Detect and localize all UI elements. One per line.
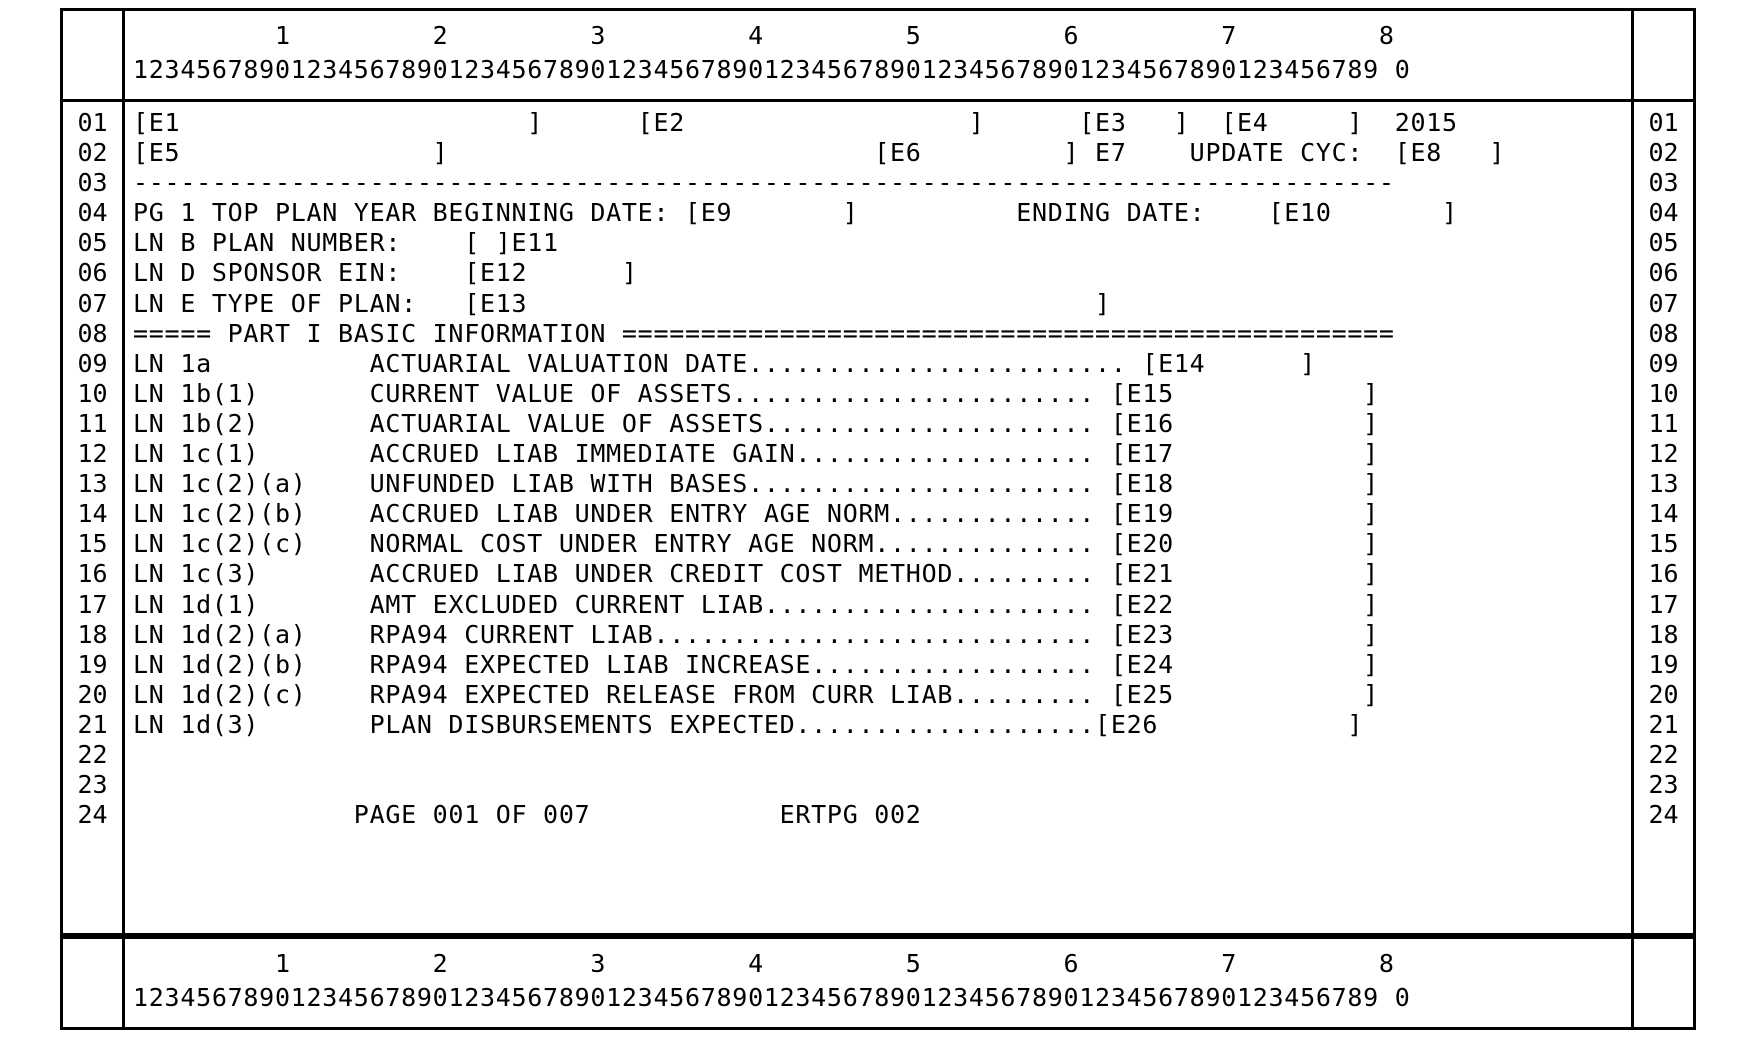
screen-line[interactable]: LN B PLAN NUMBER: [ ]E11 [133, 228, 559, 258]
line-number: 07 [77, 288, 108, 318]
line-number: 24 [1648, 800, 1679, 830]
screen-line[interactable]: LN 1b(2) ACTUARIAL VALUE OF ASSETS..................... [E16 ] [133, 408, 1379, 438]
line-number: 09 [1648, 348, 1679, 378]
line-number: 06 [77, 258, 108, 288]
line-number: 19 [77, 649, 108, 679]
line-number: 10 [1648, 378, 1679, 408]
line-number: 20 [77, 679, 108, 709]
line-number: 22 [77, 739, 108, 769]
bottom-ruler-right-gutter [1631, 939, 1693, 1027]
line-number: 18 [77, 619, 108, 649]
line-number: 12 [1648, 439, 1679, 469]
top-ruler-band [63, 11, 1693, 99]
screen-line[interactable]: LN 1d(2)(a) RPA94 CURRENT LIAB............................ [E23 ] [133, 619, 1379, 649]
line-number: 01 [1648, 108, 1679, 137]
bottom-ruler-ones: 1234567890123456789012345678901234567890123456789012345678901234567890123456789 0 [133, 983, 1411, 1012]
screen-line[interactable]: LN 1c(2)(b) ACCRUED LIAB UNDER ENTRY AGE NORM............. [E19 ] [133, 499, 1379, 529]
line-number: 13 [77, 469, 108, 499]
screen-line: ===== PART I BASIC INFORMATION ================================================= [133, 318, 1395, 348]
screen-line: -------------------------------------------------------------------------------- [133, 168, 1395, 198]
line-number: 04 [77, 198, 108, 228]
line-number: 13 [1648, 469, 1679, 499]
bottom-ruler-tens: 1 2 3 4 5 6 7 8 [133, 949, 1395, 978]
line-number: 11 [1648, 408, 1679, 438]
right-line-number-gutter [1631, 102, 1693, 933]
screen-line[interactable]: [E5 ] [E6 ] E7 UPDATE CYC: [E8 ] [133, 138, 1506, 168]
line-number: 21 [1648, 709, 1679, 739]
line-number: 22 [1648, 739, 1679, 769]
screen-line[interactable]: PG 1 TOP PLAN YEAR BEGINNING DATE: [E9 ] ENDING DATE: [E10 ] [133, 198, 1458, 228]
bottom-ruler-left-gutter [63, 939, 125, 1027]
line-number: 03 [1648, 168, 1679, 198]
line-number: 03 [77, 168, 108, 198]
line-number: 17 [77, 589, 108, 619]
line-number: 14 [1648, 499, 1679, 529]
screen-line: PAGE 001 OF 007 ERTPG 002 [133, 800, 922, 830]
line-number: 16 [77, 559, 108, 589]
screen-content [125, 102, 1631, 933]
screen-line[interactable]: LN 1a ACTUARIAL VALUATION DATE........................ [E14 ] [133, 348, 1316, 378]
line-number: 02 [1648, 138, 1679, 168]
line-number: 06 [1648, 258, 1679, 288]
line-number: 18 [1648, 619, 1679, 649]
line-number: 19 [1648, 649, 1679, 679]
line-number: 11 [77, 408, 108, 438]
screen-line [133, 770, 1631, 800]
screen-line[interactable]: LN 1d(3) PLAN DISBURSEMENTS EXPECTED...................[E26 ] [133, 709, 1364, 739]
line-number: 08 [1648, 318, 1679, 348]
screen-line[interactable]: LN 1c(2)(a) UNFUNDED LIAB WITH BASES...................... [E18 ] [133, 469, 1379, 499]
line-number: 23 [77, 770, 108, 800]
screen-line[interactable]: LN 1d(2)(b) RPA94 EXPECTED LIAB INCREASE.................. [E24 ] [133, 649, 1379, 679]
screen-line[interactable]: LN 1b(1) CURRENT VALUE OF ASSETS....................... [E15 ] [133, 378, 1379, 408]
screen-line[interactable]: LN 1c(3) ACCRUED LIAB UNDER CREDIT COST METHOD......... [E21 ] [133, 559, 1379, 589]
line-number: 12 [77, 439, 108, 469]
line-number: 08 [77, 318, 108, 348]
line-number: 21 [77, 709, 108, 739]
line-number: 10 [77, 378, 108, 408]
line-number: 20 [1648, 679, 1679, 709]
screen-line[interactable]: LN 1d(1) AMT EXCLUDED CURRENT LIAB..................... [E22 ] [133, 589, 1379, 619]
screen-line[interactable]: LN D SPONSOR EIN: [E12 ] [133, 258, 638, 288]
top-ruler-tens: 1 2 3 4 5 6 7 8 [133, 21, 1395, 50]
screen-line[interactable]: LN 1d(2)(c) RPA94 EXPECTED RELEASE FROM CURR LIAB......... [E25 ] [133, 679, 1379, 709]
line-number: 24 [77, 800, 108, 830]
screen-line[interactable]: LN 1c(2)(c) NORMAL COST UNDER ENTRY AGE NORM.............. [E20 ] [133, 529, 1379, 559]
line-number: 17 [1648, 589, 1679, 619]
bottom-ruler [125, 939, 1631, 1027]
line-number: 04 [1648, 198, 1679, 228]
top-ruler-ones: 1234567890123456789012345678901234567890123456789012345678901234567890123456789 0 [133, 55, 1411, 84]
terminal-body [63, 99, 1693, 936]
left-line-number-gutter [63, 102, 125, 933]
line-number: 09 [77, 348, 108, 378]
line-number: 05 [1648, 228, 1679, 258]
screen-line[interactable]: [E1 ] [E2 ] [E3 ] [E4 ] 2015 [133, 108, 1458, 137]
line-number: 16 [1648, 559, 1679, 589]
bottom-ruler-band [63, 936, 1693, 1027]
screen-line [133, 740, 1631, 770]
line-number: 23 [1648, 770, 1679, 800]
line-number: 01 [77, 108, 108, 137]
line-number: 05 [77, 228, 108, 258]
line-number: 14 [77, 499, 108, 529]
top-ruler-left-gutter [63, 11, 125, 99]
terminal-screen [60, 8, 1696, 1030]
top-ruler-right-gutter [1631, 11, 1693, 99]
screen-line[interactable]: LN 1c(1) ACCRUED LIAB IMMEDIATE GAIN................... [E17 ] [133, 439, 1379, 469]
line-number: 07 [1648, 288, 1679, 318]
top-ruler [125, 11, 1631, 99]
screen-line[interactable]: LN E TYPE OF PLAN: [E13 ] [133, 288, 1111, 318]
line-number: 15 [77, 529, 108, 559]
line-number: 15 [1648, 529, 1679, 559]
line-number: 02 [77, 138, 108, 168]
